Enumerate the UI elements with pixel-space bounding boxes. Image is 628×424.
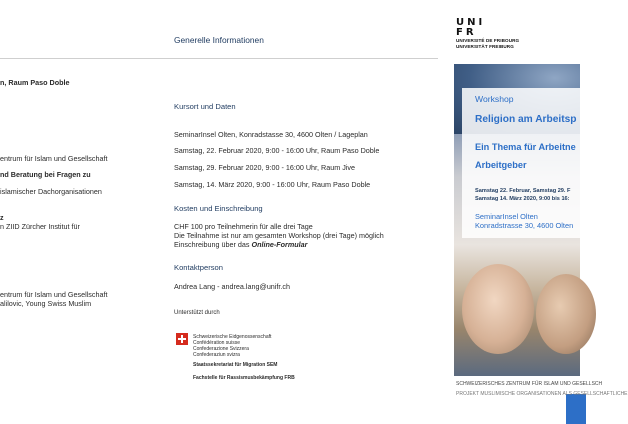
- poster-footer-line: SCHWEIZERISCHES ZENTRUM FÜR ISLAM UND GESELLSCH: [456, 381, 603, 387]
- unifr-logo: [456, 18, 519, 49]
- poster-subtitle-line: Arbeitgeber: [475, 160, 527, 170]
- gov-department: Fachstelle für Rassismusbekämpfung FRB: [193, 375, 295, 381]
- unifr-mark-line: FR: [456, 27, 477, 38]
- left-text-line: nd Beratung bei Fragen zu: [0, 170, 91, 179]
- gov-department: Staatssekretariat für Migration SEM: [193, 362, 278, 368]
- einschreibung-prefix: Einschreibung über das: [174, 240, 252, 249]
- poster-workshop-label: Workshop: [475, 94, 514, 104]
- header-divider: [0, 58, 438, 59]
- photo-person: [536, 274, 596, 354]
- photo-person: [462, 264, 534, 354]
- poster-dates-line: Samstag 14. März 2020, 9:00 bis 16:: [475, 196, 570, 202]
- page-title: Generelle Informationen: [174, 35, 264, 45]
- poster-title: Religion am Arbeitsp: [475, 114, 577, 125]
- poster-subtitle-line: Ein Thema für Arbeitne: [475, 142, 576, 152]
- gov-line: Schweizerische Eidgenossenschaft: [193, 334, 272, 340]
- kosten-line: CHF 100 pro Teilnehmerin für alle drei Tage: [174, 222, 313, 231]
- poster-venue-line: SeminarInsel Olten: [475, 212, 538, 221]
- poster-dates-line: Samstag 22. Februar, Samstag 29. F: [475, 188, 571, 194]
- unifr-mark-line: UNI: [456, 17, 486, 28]
- kosten-line: Die Teilnahme ist nur am gesamten Workshop (drei Tage) möglich: [174, 231, 384, 240]
- left-text-line: islamischer Dachorganisationen: [0, 187, 102, 196]
- photo-blue-garment: [566, 394, 586, 424]
- left-text-line: n, Raum Paso Doble: [0, 78, 70, 87]
- poster-footer-line: PROJEKT MUSLIMISCHE ORGANISATIONEN ALS GESELLSCHAFTLICHE: [456, 391, 628, 397]
- left-text-line: n ZIID Zürcher Institut für: [0, 222, 80, 231]
- kursort-heading: Kursort und Daten: [174, 102, 236, 111]
- kontakt-heading: Kontaktperson: [174, 263, 223, 272]
- left-column: [0, 0, 170, 420]
- gov-line: Confederaziun svizra: [193, 352, 240, 358]
- supported-by-label: Unterstützt durch: [174, 310, 220, 316]
- poster-venue-line: Konradstrasse 30, 4600 Olten: [475, 221, 574, 230]
- gov-line: Confédération suisse: [193, 340, 240, 346]
- date-item: Samstag, 14. März 2020, 9:00 - 16:00 Uhr, Raum Paso Doble: [174, 180, 371, 189]
- online-form-link[interactable]: Online-Formular: [251, 240, 308, 249]
- kursort-address: SeminarInsel Olten, Konradstasse 30, 4600 Olten / Lageplan: [174, 130, 368, 139]
- gov-line: Confederazione Svizzera: [193, 346, 249, 352]
- date-item: Samstag, 22. Februar 2020, 9:00 - 16:00 Uhr, Raum Paso Doble: [174, 146, 380, 155]
- left-text-line: entrum für Islam und Gesellschaft: [0, 290, 108, 299]
- left-text-line: entrum für Islam und Gesellschaft: [0, 154, 108, 163]
- swiss-cross-logo: [176, 333, 188, 345]
- left-text-line: z: [0, 213, 4, 222]
- einschreibung-line: [174, 240, 307, 249]
- kontakt-line[interactable]: Andrea Lang - andrea.lang@unifr.ch: [174, 282, 290, 291]
- date-item: Samstag, 29. Februar 2020, 9:00 - 16:00 Uhr, Raum Jive: [174, 163, 355, 172]
- kosten-heading: Kosten und Einschreibung: [174, 204, 263, 213]
- unifr-name-line: UNIVERSITÉ DE FRIBOURG: [456, 38, 520, 43]
- unifr-name-line: UNIVERSITÄT FREIBURG: [456, 43, 514, 49]
- left-text-line: alilovic, Young Swiss Muslim: [0, 299, 92, 308]
